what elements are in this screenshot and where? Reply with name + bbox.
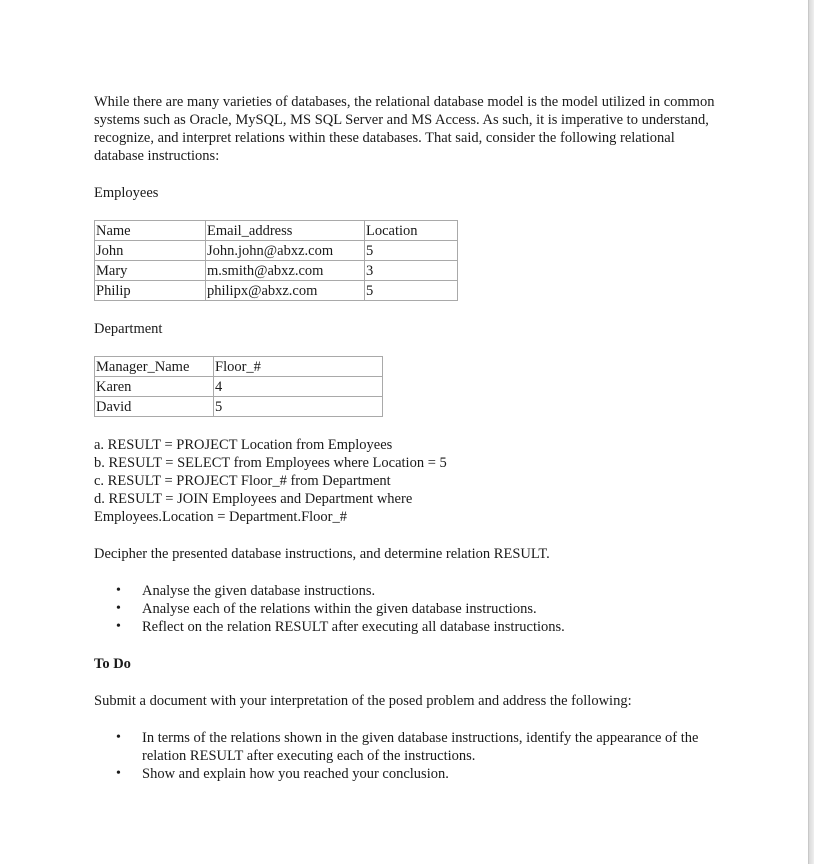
header-cell: Email_address (206, 221, 365, 241)
instruction-line: d. RESULT = JOIN Employees and Department where (94, 491, 413, 507)
table-cell: 5 (365, 241, 458, 261)
instruction-line: a. RESULT = PROJECT Location from Employees (94, 437, 393, 453)
document-body (94, 93, 724, 783)
todo-list (94, 729, 724, 783)
table-cell: 5 (365, 281, 458, 301)
department-title: Department (94, 321, 163, 337)
list-item-text: Analyse each of the relations within the given database instructions. (142, 601, 537, 617)
submit-paragraph: Submit a document with your interpretation of the posed problem and address the following: (94, 693, 632, 709)
table-cell: 3 (365, 261, 458, 281)
list-item (94, 600, 724, 618)
bullet-icon: • (116, 619, 121, 634)
list-item (94, 582, 724, 600)
list-item (94, 729, 724, 765)
table-cell: 4 (214, 377, 383, 397)
bullet-icon: • (116, 601, 121, 616)
table-row (95, 397, 383, 417)
table-cell: m.smith@abxz.com (206, 261, 365, 281)
table-header-row (95, 357, 383, 377)
list-item-text: Reflect on the relation RESULT after executing all database instructions. (142, 619, 565, 635)
instruction-line: Employees.Location = Department.Floor_# (94, 509, 348, 525)
header-cell: Location (365, 221, 458, 241)
bullet-icon: • (116, 583, 121, 598)
table-row (95, 281, 458, 301)
header-cell: Name (95, 221, 206, 241)
table-cell: Karen (95, 377, 214, 397)
list-item (94, 765, 724, 783)
employees-table (94, 220, 458, 301)
list-item-text: In terms of the relations shown in the given database instructions, identify the appearance of the relation RESULT after executing each of the instructions. (142, 730, 699, 764)
table-row (95, 261, 458, 281)
decipher-paragraph: Decipher the presented database instructions, and determine relation RESULT. (94, 546, 550, 562)
table-row (95, 241, 458, 261)
table-cell: David (95, 397, 214, 417)
intro-paragraph: While there are many varieties of databases, the relational database model is the model utilized in common systems such as Oracle, MySQL, MS SQL Server and MS Access. As such, it is imperative to understand, recognize, and interpret relations within these databases. That said, consider the following relational database instructions: (94, 94, 715, 164)
department-table (94, 356, 383, 417)
todo-heading: To Do (94, 656, 131, 672)
list-item-text: Show and explain how you reached your conclusion. (142, 766, 449, 782)
table-cell: John.john@abxz.com (206, 241, 365, 261)
table-cell: Mary (95, 261, 206, 281)
task-list (94, 582, 724, 636)
list-item (94, 618, 724, 636)
employees-title: Employees (94, 185, 159, 201)
table-header-row (95, 221, 458, 241)
bullet-icon: • (116, 766, 121, 781)
table-cell: John (95, 241, 206, 261)
page-edge (808, 0, 814, 864)
list-item-text: Analyse the given database instructions. (142, 583, 376, 599)
header-cell: Manager_Name (95, 357, 214, 377)
instruction-line: c. RESULT = PROJECT Floor_# from Department (94, 473, 391, 489)
header-cell: Floor_# (214, 357, 383, 377)
table-row (95, 377, 383, 397)
table-cell: philipx@abxz.com (206, 281, 365, 301)
table-cell: Philip (95, 281, 206, 301)
instruction-list (94, 436, 724, 526)
bullet-icon: • (116, 730, 121, 745)
instruction-line: b. RESULT = SELECT from Employees where Location = 5 (94, 455, 447, 471)
table-cell: 5 (214, 397, 383, 417)
